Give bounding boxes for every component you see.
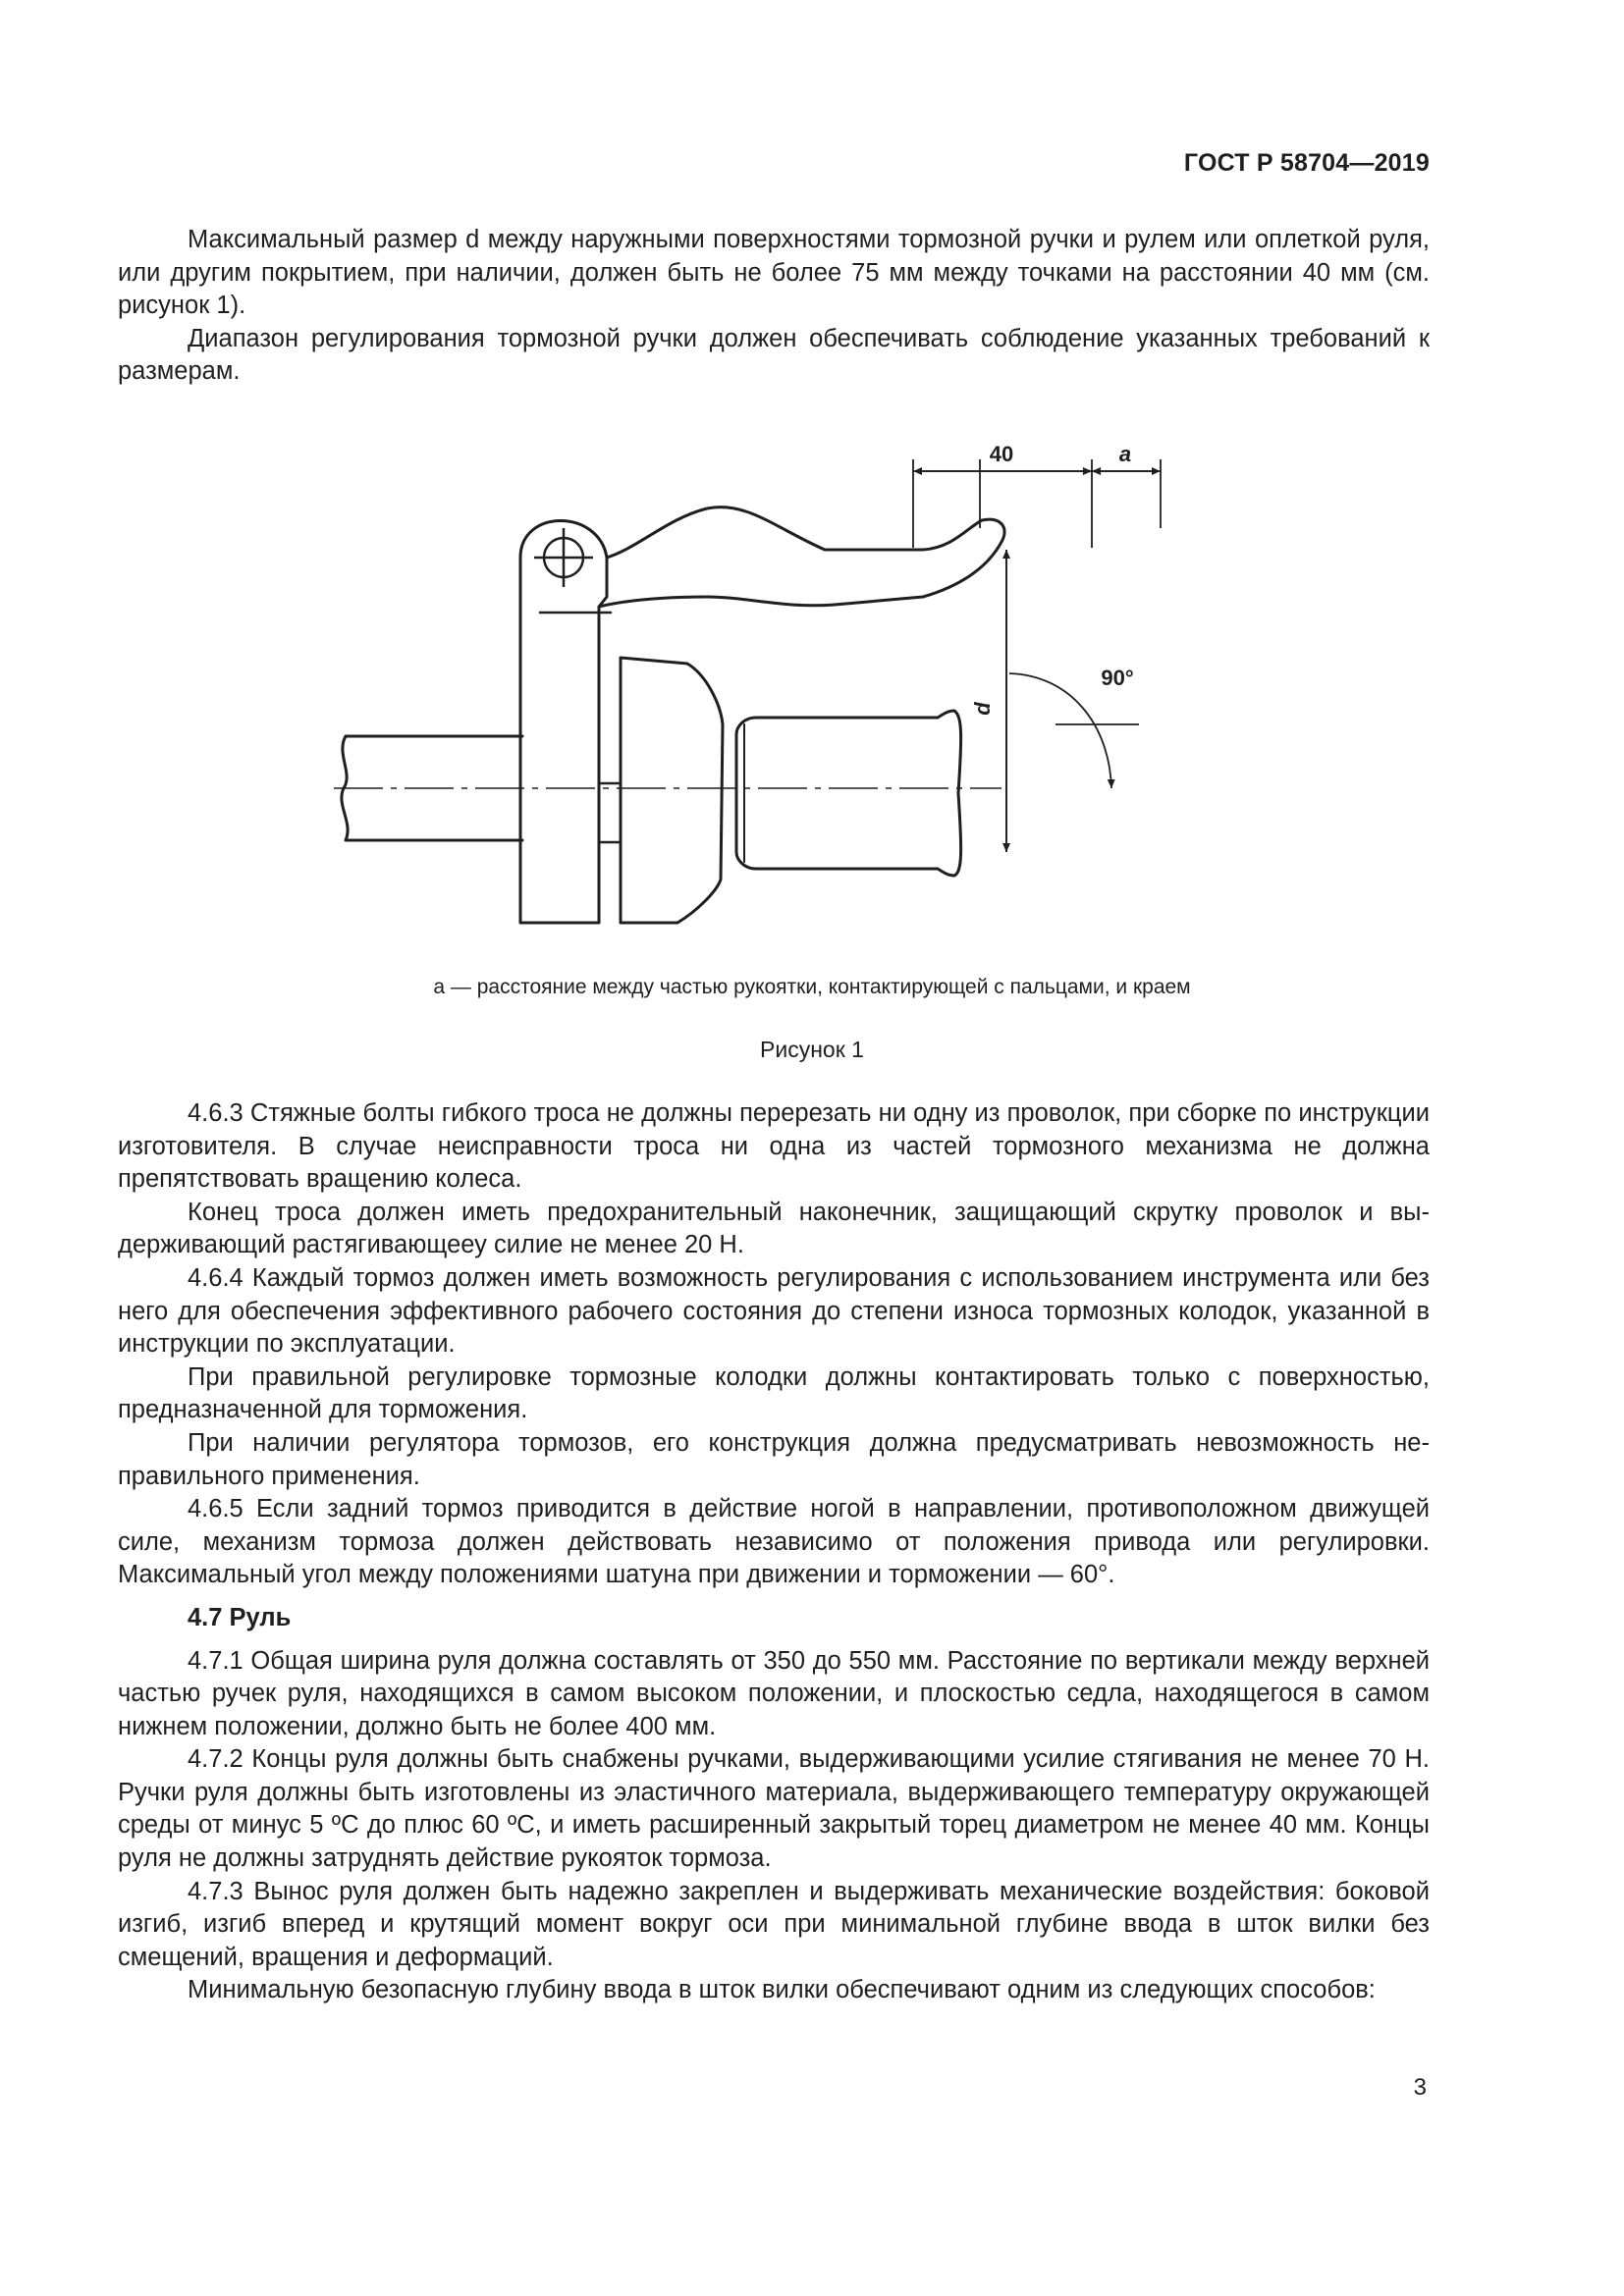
handlebar-grip — [736, 711, 961, 876]
paragraph: Максимальный размер d между наружными поверхностями тормозной ручки и рулем или оплеткой руля, или другим покрытием, при наличии, должен быть не более 75 мм между точками на расстоянии 40 мм (см. рисунок 1). — [118, 226, 1430, 320]
paragraph: При правильной регулировке тормозные колодки должны контактировать только с поверхностью, предназначенной для торможения. — [118, 1362, 1430, 1424]
figure-legend: a — расстояние между частью рукоятки, контактирующей с пальцами, и краем — [433, 976, 1191, 998]
brake-lever-drawing — [314, 440, 1198, 940]
pivot-symbol — [534, 528, 593, 587]
paragraph: 4.7.1 Общая ширина руля должна составлять от 350 до 550 мм. Расстояние по вертикали между верхней частью ручек руля, находящихся в самом высоком положении, и плоскостью седла, находящегося в самом нижнем положении, должно быть не более 400 мм. — [118, 1646, 1430, 1740]
paragraph: 4.7.2 Концы руля должны быть снабжены ручками, выдерживающими усилие стягивания не менее 70 Н. Ручки руля должны быть изготовлены из эластичного материала, выдерживающего температуру окружающей среды от минус 5 ºС до плюс 60 ºС, и иметь расширенный закрытый торец диаметром не менее 40 мм. Концы руля не должны затруднять действие рукояток тормоза. — [118, 1745, 1430, 1873]
section-heading: 4.7 Руль — [188, 1603, 292, 1631]
page-header: ГОСТ Р 58704—2019 — [1183, 149, 1430, 177]
paragraph: 4.6.4 Каждый тормоз должен иметь возможность регулирования с использованием инструмента или без него для обеспечения эффективного рабочего состояния до степени износа тормозных колодок, указанной в инструкции по эксплуатации. — [118, 1263, 1430, 1359]
brake-clamp — [621, 658, 723, 923]
dim-d-label: d — [970, 702, 995, 716]
angle-label: 90° — [1101, 666, 1134, 690]
brake-lever — [599, 507, 1004, 607]
paragraph: 4.7.3 Вынос руля должен быть надежно закреплен и выдерживать механические воздействия: боковой изгиб, изгиб вперед и крутящий момент вокруг оси при минимальной глубине ввода в шток вилки без смещений, вращения и деформаций. — [118, 1877, 1430, 1971]
page-number: 3 — [1413, 2074, 1427, 2101]
paragraph: Минимальную безопасную глубину ввода в шток вилки обеспечивают одним из следующих способов: — [188, 1976, 1376, 2004]
figure-caption: Рисунок 1 — [760, 1037, 864, 1062]
figure-brake-lever — [314, 440, 1198, 940]
paragraph: 4.6.5 Если задний тормоз приводится в действие ногой в направлении, противоположном движущей силе, механизм тормоза должен действовать независимо от положения привода или регулировки. Максимальный угол между положениями шатуна при движении и торможении — 60°. — [118, 1495, 1430, 1589]
dim-40-label: 40 — [989, 442, 1014, 466]
paragraph: Конец троса должен иметь предохранительный наконечник, защищающий скрутку проволок и выдерживающий растягивающееу силие не менее 20 Н. — [118, 1198, 1430, 1259]
dim-a-label: a — [1118, 442, 1132, 466]
body-text — [118, 1097, 1430, 2007]
intro-text — [118, 224, 1430, 389]
paragraph: 4.6.3 Стяжные болты гибкого троса не должны перерезать ни одну из проволок, при сборке по инструкции изготовителя. В случае неисправности троса ни одна из частей тормозного механизма не должна препятствовать вращению колеса. — [118, 1099, 1430, 1194]
paragraph: При наличии регулятора тормозов, его конструкция должна предусматривать невозможность неправильного применения. — [118, 1428, 1430, 1490]
paragraph: Диапазон регулирования тормозной ручки должен обеспечивать соблюдение указанных требований к размерам. — [118, 324, 1430, 386]
